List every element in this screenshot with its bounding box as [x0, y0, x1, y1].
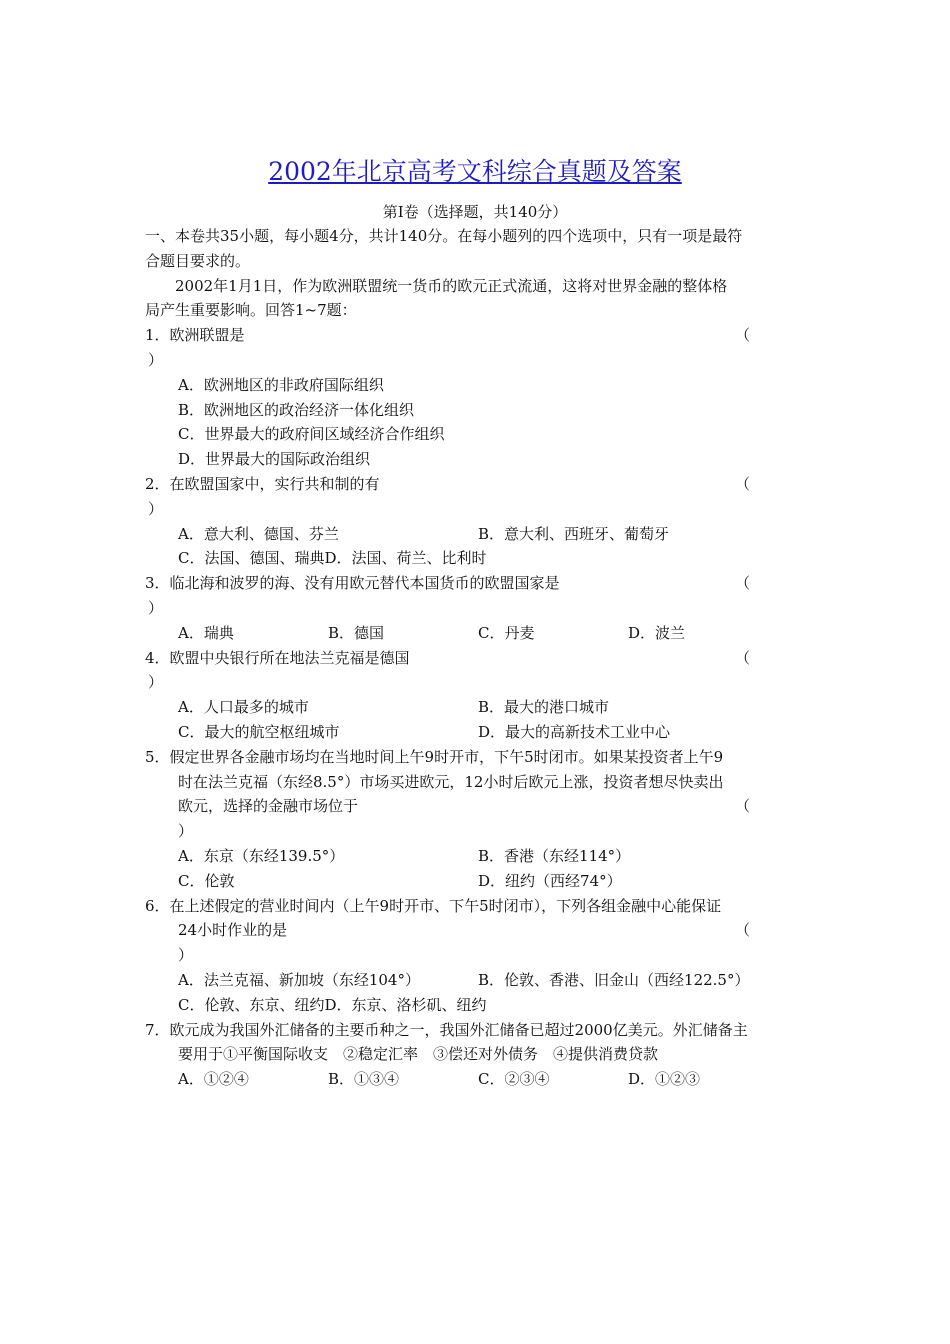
- intro-line-1: 2002年1月1日，作为欧洲联盟统一货币的欧元正式流通，这将对世界金融的整体格: [175, 276, 728, 295]
- question-7-options: [145, 1067, 810, 1092]
- question-4-option-d: D．最大的高新技术工业中心: [478, 722, 671, 741]
- question-7-option-b: B．①③④: [328, 1070, 400, 1089]
- intro-line-2: 局产生重要影响。回答1~7题：: [145, 301, 357, 320]
- answer-paren-close: ）: [148, 598, 164, 617]
- question-2-option-b: B．意大利、西班牙、葡萄牙: [478, 524, 670, 543]
- question-5-option-d: D．纽约（西经74°）: [478, 871, 622, 890]
- answer-paren-close: ）: [148, 350, 164, 369]
- question-2-options-row-1: [145, 522, 810, 547]
- answer-paren-open: （: [735, 474, 751, 493]
- answer-paren-open: （: [735, 797, 751, 816]
- question-4-option-a: A．人口最多的城市: [178, 698, 309, 717]
- question-2-option-a: A．意大利、德国、芬兰: [178, 524, 339, 543]
- question-2-options-row-2: [145, 546, 810, 571]
- question-3-options: [145, 621, 810, 646]
- question-5-line-3: 欧元，选择的金融市场位于: [178, 797, 359, 816]
- question-1-stem-row: [145, 323, 810, 348]
- question-6-option-a: A．法兰克福、新加坡（东经104°）: [178, 970, 420, 989]
- question-2-stem: 2．在欧盟国家中，实行共和制的有: [145, 474, 380, 493]
- question-5-line-1: 5．假定世界各金融市场均在当地时间上午9时开市，下午5时闭市。如果某投资者上午9: [145, 747, 724, 766]
- question-2-option-c: C．法国、德国、瑞典: [178, 549, 325, 568]
- question-4-options-row-2: [145, 720, 810, 745]
- question-7-option-d: D．①②③: [628, 1070, 701, 1089]
- question-1-option-d: D．世界最大的国际政治组织: [178, 450, 371, 469]
- question-2-option-d: D．法国、荷兰、比利时: [324, 549, 487, 568]
- answer-paren-open: （: [735, 326, 751, 345]
- question-6-option-c: C．伦敦、东京、纽约: [178, 995, 325, 1014]
- question-5-option-c: C．伦敦: [178, 871, 235, 890]
- question-5-options-row-2: [145, 869, 810, 894]
- question-5-option-b: B．香港（东经114°）: [478, 846, 631, 865]
- question-6-options-row-1: [145, 968, 810, 993]
- answer-paren-close: ）: [148, 499, 164, 518]
- question-7-line-1: 7．欧元成为我国外汇储备的主要币种之一，我国外汇储备已超过2000亿美元。外汇储备主: [145, 1020, 748, 1039]
- question-4-option-c: C．最大的航空枢纽城市: [178, 722, 340, 741]
- instruction-line-1: 一、本卷共35小题，每小题4分，共计140分。在每小题列的四个选项中，只有一项是最符: [145, 227, 743, 245]
- section-subtitle: 第Ⅰ卷（选择题，共140分）: [382, 203, 568, 221]
- document-title-link[interactable]: 2002年北京高考文科综合真题及答案: [268, 157, 682, 186]
- question-3-stem-row: [145, 571, 810, 596]
- question-5-stem-row: [145, 794, 810, 819]
- question-1-option-c: C．世界最大的政府间区域经济合作组织: [178, 425, 445, 444]
- question-6-stem-row: [145, 918, 810, 943]
- document-title: [0, 152, 950, 192]
- question-7-option-a: A．①②④: [178, 1070, 249, 1089]
- question-4-option-b: B．最大的港口城市: [478, 698, 610, 717]
- question-3-option-d: D．波兰: [628, 623, 686, 642]
- instruction-line-2: 合题目要求的。: [145, 251, 251, 270]
- answer-paren-close: ）: [178, 946, 194, 965]
- answer-paren-open: （: [735, 574, 751, 593]
- question-1-option-a: A．欧洲地区的非政府国际组织: [178, 375, 384, 394]
- question-6-option-d: D．东京、洛杉矶、纽约: [324, 995, 487, 1014]
- question-4-options-row-1: [145, 695, 810, 720]
- answer-paren-open: （: [735, 648, 751, 667]
- document-body: [145, 224, 810, 1092]
- question-6-option-b: B．伦敦、香港、旧金山（西经122.5°）: [478, 970, 750, 989]
- question-2-stem-row: [145, 472, 810, 497]
- question-1-stem: 1．欧洲联盟是: [145, 326, 245, 345]
- answer-paren-open: （: [735, 921, 751, 940]
- question-3-option-a: A．瑞典: [178, 623, 234, 642]
- question-6-options-row-2: [145, 993, 810, 1018]
- question-7-line-2: 要用于①平衡国际收支 ②稳定汇率 ③偿还对外债务 ④提供消费贷款: [178, 1045, 659, 1064]
- question-6-line-2: 24小时作业的是: [178, 921, 288, 940]
- question-3-stem: 3．临北海和波罗的海、没有用欧元替代本国货币的欧盟国家是: [145, 574, 560, 593]
- question-5-line-2: 时在法兰克福（东经8.5°）市场买进欧元，12小时后欧元上涨，投资者想尽快卖出: [178, 772, 724, 791]
- question-4-stem: 4．欧盟中央银行所在地法兰克福是德国: [145, 648, 410, 667]
- question-4-stem-row: [145, 646, 810, 671]
- answer-paren-close: ）: [178, 822, 194, 841]
- question-5-option-a: A．东京（东经139.5°）: [178, 846, 345, 865]
- answer-paren-close: ）: [148, 673, 164, 692]
- question-1-option-b: B．欧洲地区的政治经济一体化组织: [178, 400, 415, 419]
- question-3-option-c: C．丹麦: [478, 623, 535, 642]
- question-3-option-b: B．德国: [328, 623, 385, 642]
- question-5-options-row-1: [145, 844, 810, 869]
- question-7-option-c: C．②③④: [478, 1070, 550, 1089]
- question-6-line-1: 6．在上述假定的营业时间内（上午9时开市、下午5时闭市），下列各组金融中心能保证: [145, 896, 722, 915]
